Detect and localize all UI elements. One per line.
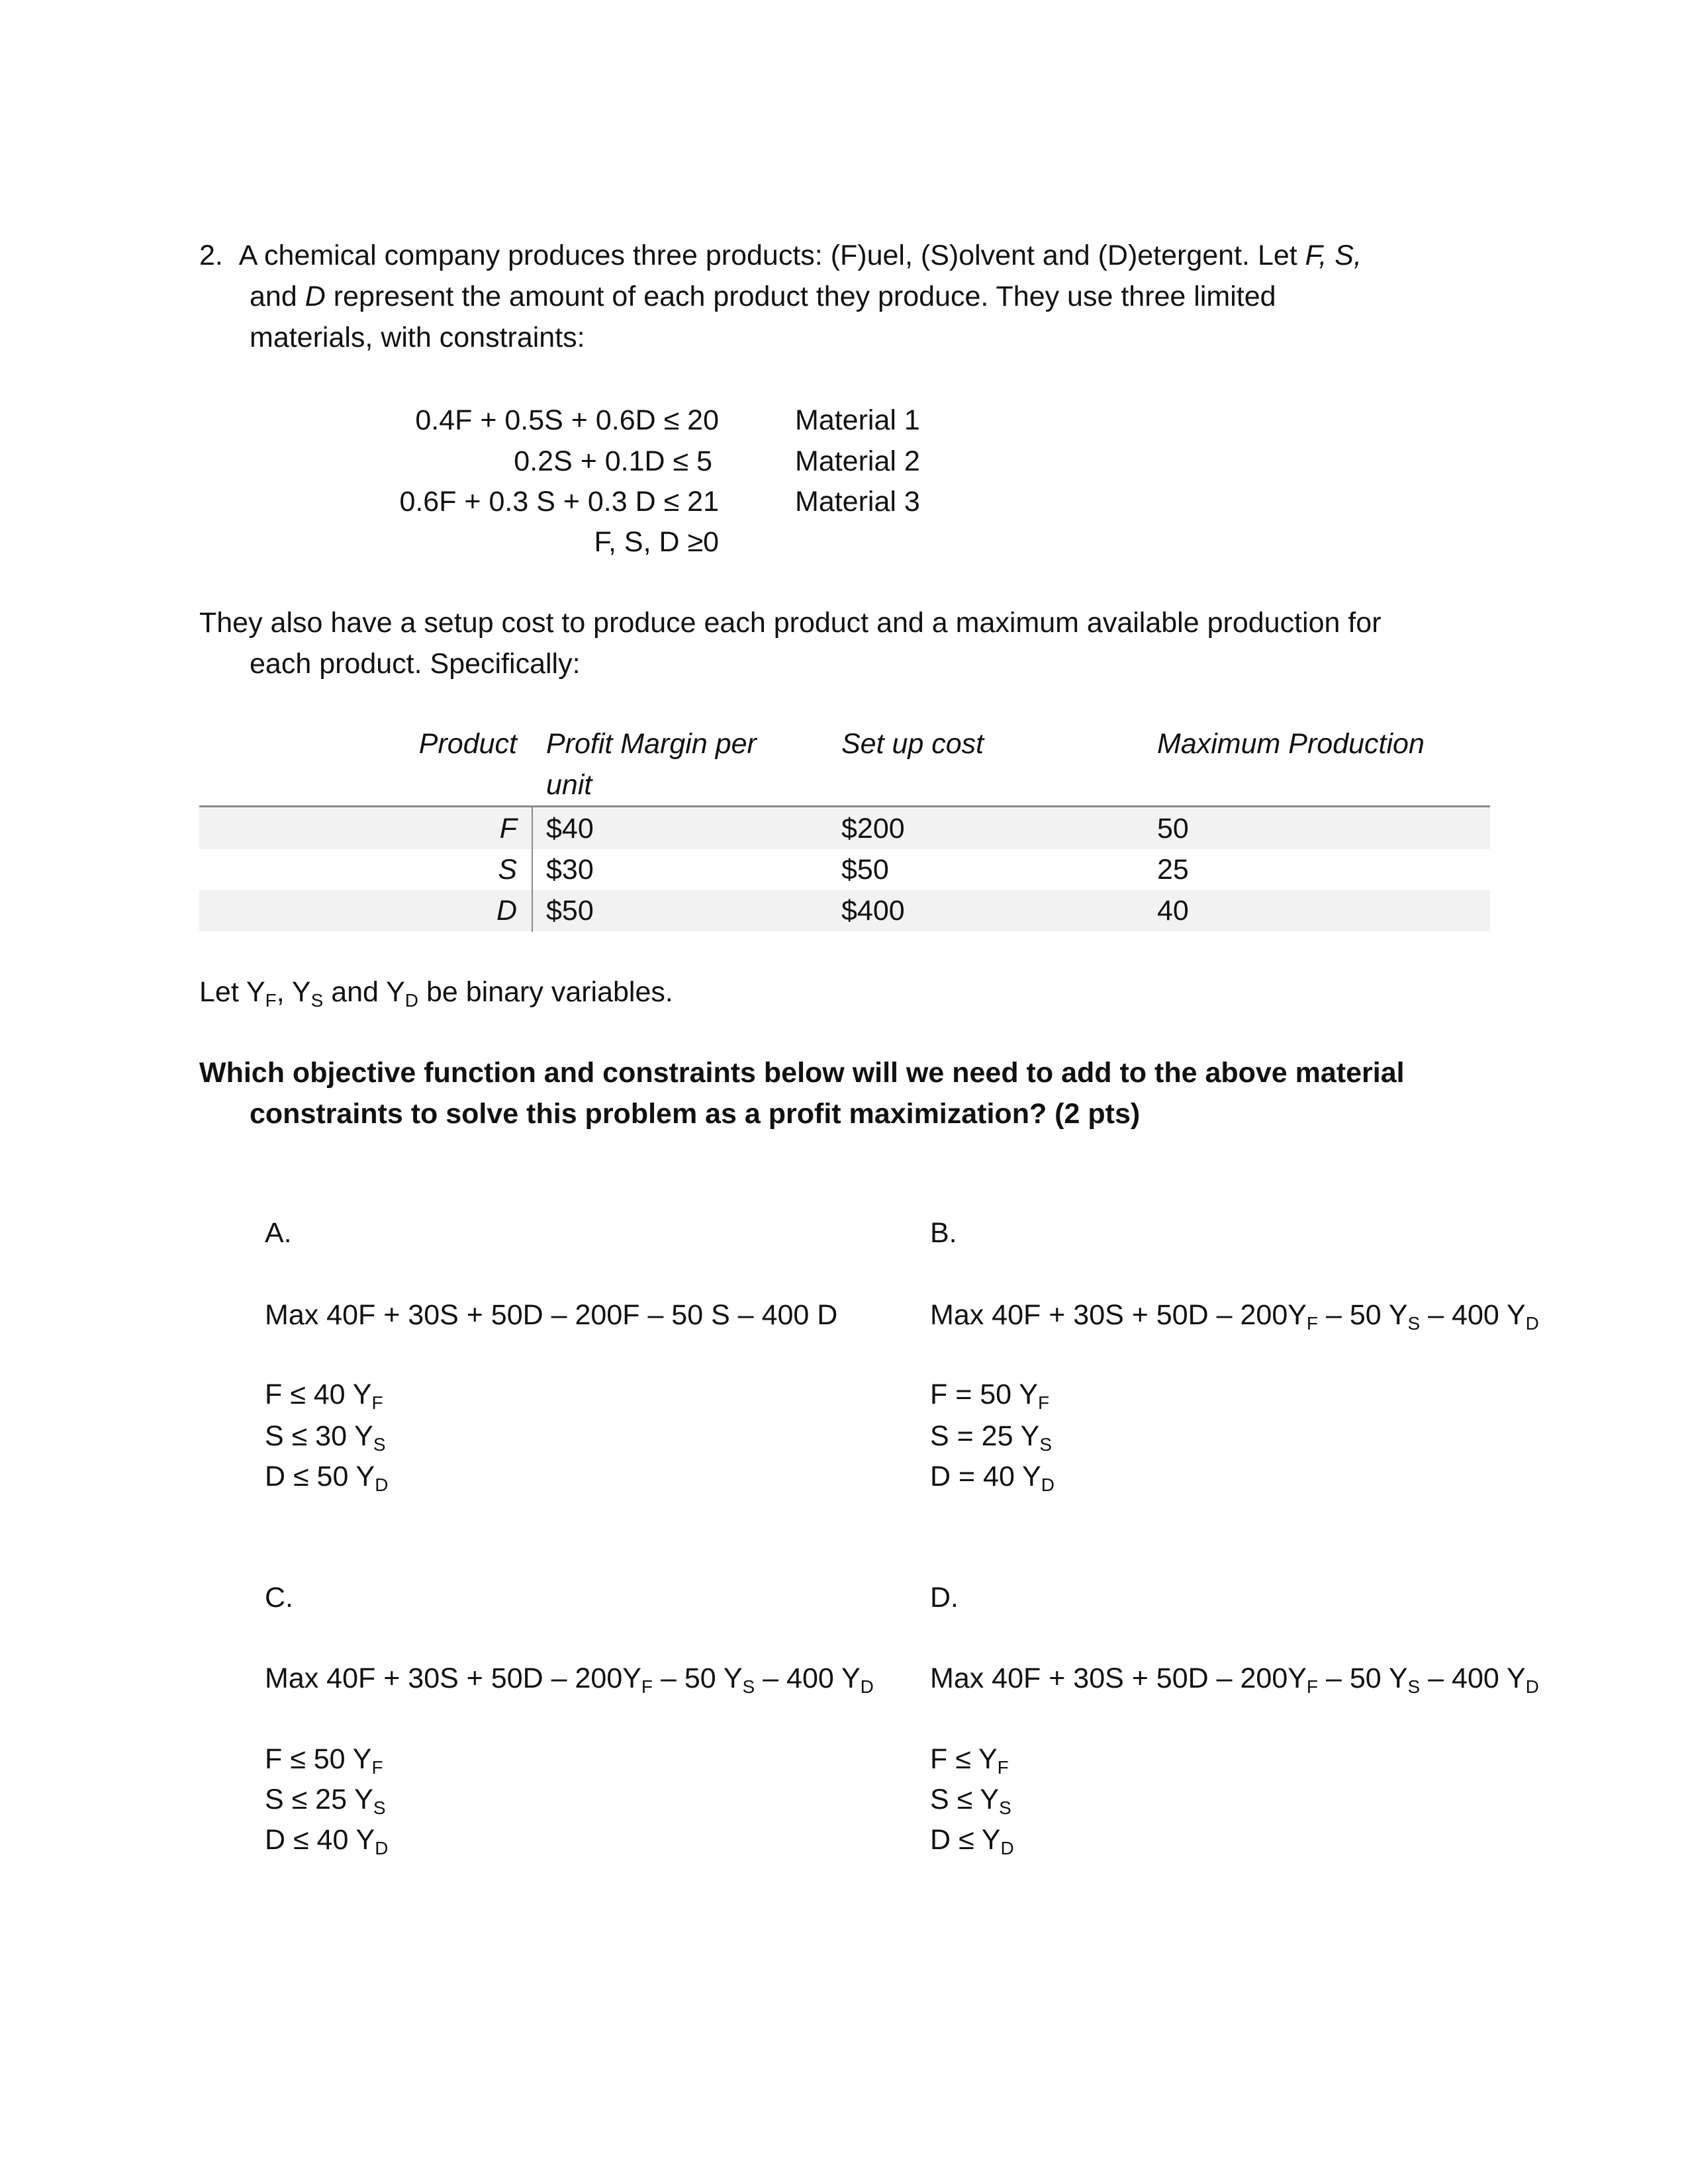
text-segment: D ≤ Y xyxy=(930,1824,1001,1856)
subscript: S xyxy=(1039,1434,1053,1455)
text-segment: – 50 Y xyxy=(1318,1299,1408,1331)
intro-text: materials, with constraints: xyxy=(250,322,585,353)
subscript: F xyxy=(1037,1392,1050,1413)
subscript: F xyxy=(265,990,277,1011)
intro-var: D xyxy=(305,281,326,312)
text-segment: – 400 Y xyxy=(755,1662,861,1694)
intro-text: and xyxy=(250,281,305,312)
subscript: F xyxy=(641,1676,653,1697)
cell-setup: $400 xyxy=(841,895,905,927)
text-segment: – 50 Y xyxy=(1318,1662,1408,1694)
text-segment: – 50 Y xyxy=(653,1662,743,1694)
cell-profit: $50 xyxy=(546,895,594,927)
constraint-expr: 0.4F + 0.5S + 0.6D ≤ 20 xyxy=(415,404,719,436)
subscript: F xyxy=(1306,1676,1319,1697)
text-segment: be binary variables. xyxy=(418,976,673,1008)
text-segment: Max 40F + 30S + 50D – 200Y xyxy=(930,1662,1307,1694)
subscript: F xyxy=(997,1757,1009,1778)
text-segment: – 400 Y xyxy=(1420,1299,1526,1331)
text-segment: F ≤ 50 Y xyxy=(265,1743,372,1775)
text-segment: D ≤ 50 Y xyxy=(265,1461,375,1492)
constraint-expr: 0.6F + 0.3 S + 0.3 D ≤ 21 xyxy=(399,486,719,518)
text-segment: Max 40F + 30S + 50D – 200Y xyxy=(265,1662,641,1694)
subscript: D xyxy=(375,1475,389,1495)
subscript: D xyxy=(404,990,419,1011)
intro-text: represent the amount of each product they produce. They use three limited xyxy=(325,281,1276,312)
text-segment: Let Y xyxy=(199,976,265,1008)
option-objective xyxy=(265,1658,874,1707)
subscript: S xyxy=(310,990,324,1011)
text-segment: Max 40F + 30S + 50D – 200F – 50 S – 400 D xyxy=(265,1299,838,1331)
setup-text: each product. Specifically: xyxy=(250,648,581,680)
binary-variables-line xyxy=(199,972,673,1021)
table-column-divider xyxy=(532,807,533,932)
header-max: Maximum Production xyxy=(1157,728,1425,760)
subscript: S xyxy=(373,1434,386,1455)
setup-paragraph xyxy=(199,602,1490,684)
text-segment: S ≤ 30 Y xyxy=(265,1420,373,1452)
cell-profit: $30 xyxy=(546,854,594,886)
text-segment: S ≤ 25 Y xyxy=(265,1784,373,1815)
subscript: S xyxy=(1407,1676,1421,1697)
text-segment: D ≤ 40 Y xyxy=(265,1824,375,1856)
question-line: constraints to solve this problem as a profit maximization? (2 pts) xyxy=(250,1098,1141,1130)
subscript: S xyxy=(1407,1313,1421,1334)
intro-vars: F, S, xyxy=(1305,240,1362,271)
problem-intro xyxy=(199,235,1490,358)
option-objective xyxy=(930,1295,1539,1344)
constraint-expr: 0.2S + 0.1D ≤ 5 xyxy=(514,445,712,477)
subscript: S xyxy=(999,1797,1011,1818)
subscript: D xyxy=(1000,1838,1014,1858)
text-segment: S = 25 Y xyxy=(930,1420,1040,1452)
subscript: D xyxy=(1041,1475,1055,1495)
constraint-label: Material 2 xyxy=(795,445,920,477)
option-label: B. xyxy=(930,1217,957,1249)
option-label: D. xyxy=(930,1582,959,1614)
subscript: F xyxy=(1306,1313,1319,1334)
cell-max: 40 xyxy=(1157,895,1189,927)
text-segment: F ≤ Y xyxy=(930,1743,998,1775)
text-segment: Max 40F + 30S + 50D – 200Y xyxy=(930,1299,1307,1331)
subscript: F xyxy=(371,1757,383,1778)
constraint-expr: F, S, D ≥0 xyxy=(594,526,719,558)
subscript: S xyxy=(373,1797,386,1818)
cell-product: F xyxy=(499,813,517,844)
problem-number: 2. xyxy=(199,240,223,271)
constraint-label: Material 3 xyxy=(795,486,920,518)
text-segment: and Y xyxy=(323,976,405,1008)
option-objective xyxy=(265,1295,837,1336)
option-objective xyxy=(930,1658,1539,1707)
subscript: S xyxy=(742,1676,755,1697)
setup-text: They also have a setup cost to produce each product and a maximum available production for xyxy=(199,607,1382,639)
option-label: C. xyxy=(265,1582,293,1614)
text-segment: – 400 Y xyxy=(1420,1662,1526,1694)
header-profit: Profit Margin per xyxy=(546,728,757,760)
text-segment: , Y xyxy=(276,976,311,1008)
header-setup: Set up cost xyxy=(841,728,984,760)
text-segment: F ≤ 40 Y xyxy=(265,1379,372,1410)
header-profit-2: unit xyxy=(546,769,592,801)
option-constraint xyxy=(930,1819,1014,1869)
header-product: Product xyxy=(418,728,517,760)
subscript: D xyxy=(375,1838,389,1858)
question-line: Which objective function and constraints below will we need to add to the above material xyxy=(199,1057,1405,1089)
cell-max: 50 xyxy=(1157,813,1189,844)
option-constraint xyxy=(265,1819,388,1869)
cell-profit: $40 xyxy=(546,813,594,844)
subscript: D xyxy=(1525,1313,1539,1334)
option-constraint xyxy=(265,1456,388,1506)
cell-setup: $200 xyxy=(841,813,905,844)
text-segment: F = 50 Y xyxy=(930,1379,1038,1410)
cell-product: D xyxy=(496,895,517,927)
subscript: F xyxy=(371,1392,383,1413)
text-segment: S ≤ Y xyxy=(930,1784,1000,1815)
subscript: D xyxy=(1525,1676,1539,1697)
cell-product: S xyxy=(498,854,517,886)
subscript: D xyxy=(860,1676,874,1697)
cell-max: 25 xyxy=(1157,854,1189,886)
option-constraint xyxy=(930,1456,1055,1506)
question-text xyxy=(199,1052,1490,1134)
option-label: A. xyxy=(265,1217,292,1249)
cell-setup: $50 xyxy=(841,854,889,886)
constraint-label: Material 1 xyxy=(795,404,920,436)
intro-text: A chemical company produces three products: (F)uel, (S)olvent and (D)etergent. Let xyxy=(238,240,1305,271)
text-segment: D = 40 Y xyxy=(930,1461,1041,1492)
table-header-rule xyxy=(199,805,1490,807)
